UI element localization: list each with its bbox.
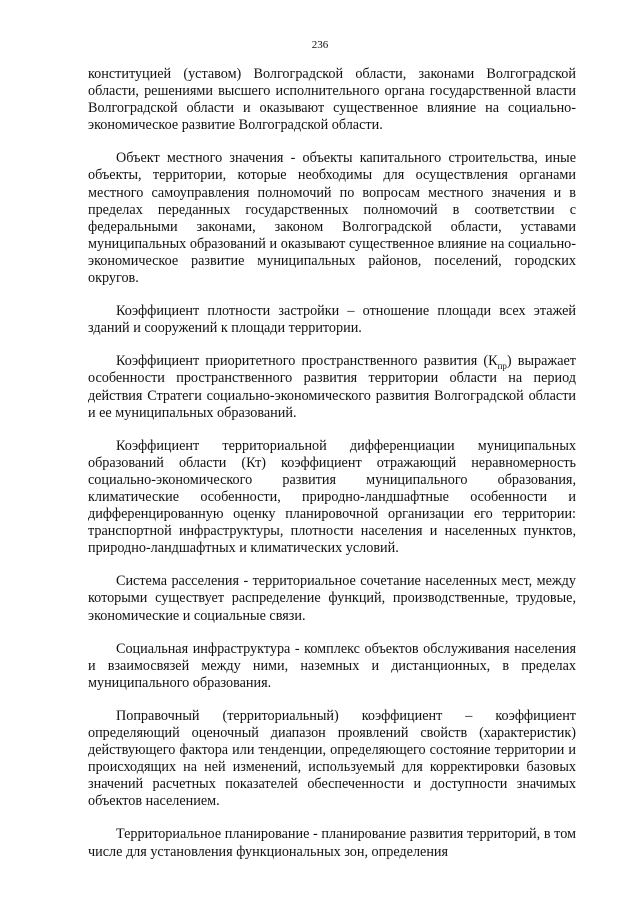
paragraph-priority-coefficient: [88, 353, 576, 421]
page-number: 236: [311, 39, 329, 51]
priority-coefficient-subscript: пр: [497, 361, 507, 372]
paragraph-social-infrastructure: Социальная инфраструктура - комплекс объектов обслуживания населения и взаимосвязей между ними, наземных и дистанционных, в пределах муниципального образования.: [88, 640, 576, 691]
paragraph-differentiation-coefficient: Коэффициент территориальной дифференциации муниципальных образований области (Кт) коэффициент отражающий неравномерность социально-экономического развития муниципального образования, климатические особенности, природно-ландшафтные особенности и дифференцированную оценку планировочной организации его территории: транспортной инфраструктуры, плотности населения и населенных пунктов, природно-ландшафтных и климатических условий.: [88, 437, 576, 557]
paragraph-constitution-continuation: конституцией (уставом) Волгоградской области, законами Волгоградской области, решениями высшего исполнительного органа государственной власти Волгоградской области и оказывают существенное влияние на социально-экономическое развитие Волгоградской области.: [88, 66, 576, 134]
paragraph-settlement-system: Система расселения - территориальное сочетание населенных мест, между которыми существует распределение функций, производственные, трудовые, экономические и социальные связи.: [88, 573, 576, 624]
paragraph-local-object: Объект местного значения - объекты капитального строительства, иные объекты, территории, которые необходимы для осуществления органами местного самоуправления полномочий по вопросам местного значения и в пределах переданных государственных полномочий в соответствии с федеральными законами, законом Волгоградской области, уставами муниципальных образований и оказывают существенное влияние на социально-экономическое развитие муниципальных районов, поселений, городских округов.: [88, 150, 576, 287]
priority-coefficient-text-start: Коэффициент приоритетного пространственного развития (К: [116, 353, 498, 370]
paragraph-territorial-planning: Территориальное планирование - планирование развития территорий, в том числе для установления функциональных зон, определения: [88, 826, 576, 860]
document-body: [88, 66, 576, 875]
priority-coefficient-text-end: ) выражает особенности пространственного развития территории области на период действия Стратеги социально-экономического развития Волгоградской области и ее муниципальных образований.: [88, 353, 576, 421]
paragraph-density-coefficient: Коэффициент плотности застройки – отношение площади всех этажей зданий и сооружений к площади территории.: [88, 303, 576, 337]
paragraph-correction-coefficient: Поправочный (территориальный) коэффициент – коэффициент определяющий оценочный диапазон проявлений свойств (характеристик) действующего фактора или тенденции, определяющего состояние территории и происходящих на ней изменений, используемый для корректировки базовых значений расчетных показателей обеспеченности и доступности значимых объектов населением.: [88, 707, 576, 810]
